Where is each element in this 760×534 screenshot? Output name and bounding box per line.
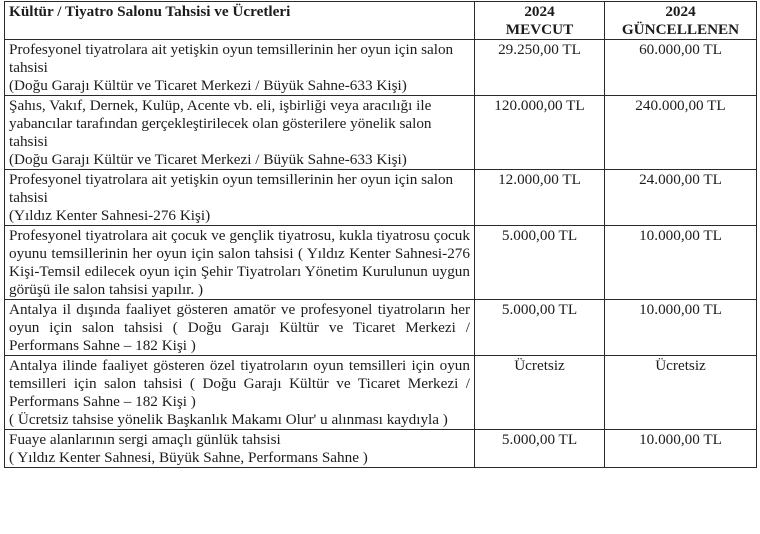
table-row [5,170,757,226]
header-current [475,2,605,40]
current-fee: Ücretsiz [475,356,605,430]
row-description [5,170,475,226]
table-row [5,300,757,356]
description-line: Şahıs, Vakıf, Dernek, Kulüp, Acente vb. eli, işbirliği veya aracılığı ile yabancılar tarafından gerçekleştirilecek olan gösterilere yönelik salon tahsisi [9,97,432,150]
current-fee: 12.000,00 TL [475,170,605,226]
table-row [5,96,757,170]
row-description [5,430,475,468]
description-line: Profesyonel tiyatrolara ait yetişkin oyun temsillerinin her oyun için salon tahsisi [9,171,454,206]
table-row [5,356,757,430]
updated-fee: Ücretsiz [605,356,757,430]
description-line: Profesyonel tiyatrolara ait çocuk ve gençlik tiyatrosu, kukla tiyatrosu çocuk oyunu temsillerinin her oyun için salon tahsisi ( Yıldız Kenter Sahnesi-276 Kişi-Temsil edilecek oyun için Şehir Tiyatroları Yönetim Kurulunun uygun görüşü ile salon tahsisi yapılır. ) [9,227,470,298]
header-current-label: MEVCUT [505,21,574,38]
updated-fee: 10.000,00 TL [605,300,757,356]
description-line: Fuaye alanlarının sergi amaçlı günlük tahsisi [9,431,281,448]
table-row [5,40,757,96]
current-fee: 5.000,00 TL [475,430,605,468]
row-description [5,300,475,356]
header-updated [605,2,757,40]
header-title: Kültür / Tiyatro Salonu Tahsisi ve Ücretleri [5,2,475,40]
description-line: ( Ücretsiz tahsise yönelik Başkanlık Makamı Olur' u alınması kaydıyla ) [9,411,448,428]
current-fee: 29.250,00 TL [475,40,605,96]
updated-fee: 240.000,00 TL [605,96,757,170]
table-row [5,430,757,468]
row-description [5,356,475,430]
description-line: Profesyonel tiyatrolara ait yetişkin oyun temsillerinin her oyun için salon tahsisi [9,41,454,76]
description-line: Antalya il dışında faaliyet gösteren amatör ve profesyonel tiyatroların her oyun için salon tahsisi ( Doğu Garajı Kültür ve Ticaret Merkezi / Performans Sahne – 182 Kişi ) [9,301,470,354]
description-line: (Yıldız Kenter Sahnesi-276 Kişi) [9,207,211,224]
description-line: Antalya ilinde faaliyet gösteren özel tiyatroların oyun temsilleri için oyun temsilleri için salon tahsisi ( Doğu Garajı Kültür ve Ticaret Merkezi / Performans Sahne – 182 Kişi ) [9,357,470,410]
row-description [5,96,475,170]
row-description [5,226,475,300]
description-line: (Doğu Garajı Kültür ve Ticaret Merkezi / Büyük Sahne-633 Kişi) [9,151,407,168]
header-updated-year: 2024 [665,3,696,20]
table-row [5,226,757,300]
current-fee: 120.000,00 TL [475,96,605,170]
table-header-row [5,2,757,40]
header-current-year: 2024 [524,3,555,20]
current-fee: 5.000,00 TL [475,300,605,356]
header-updated-label: GÜNCELLENEN [621,21,740,38]
fee-table [4,1,757,468]
current-fee: 5.000,00 TL [475,226,605,300]
updated-fee: 10.000,00 TL [605,226,757,300]
row-description [5,40,475,96]
description-line: ( Yıldız Kenter Sahnesi, Büyük Sahne, Performans Sahne ) [9,449,368,466]
updated-fee: 24.000,00 TL [605,170,757,226]
updated-fee: 60.000,00 TL [605,40,757,96]
description-line: (Doğu Garajı Kültür ve Ticaret Merkezi / Büyük Sahne-633 Kişi) [9,77,407,94]
updated-fee: 10.000,00 TL [605,430,757,468]
